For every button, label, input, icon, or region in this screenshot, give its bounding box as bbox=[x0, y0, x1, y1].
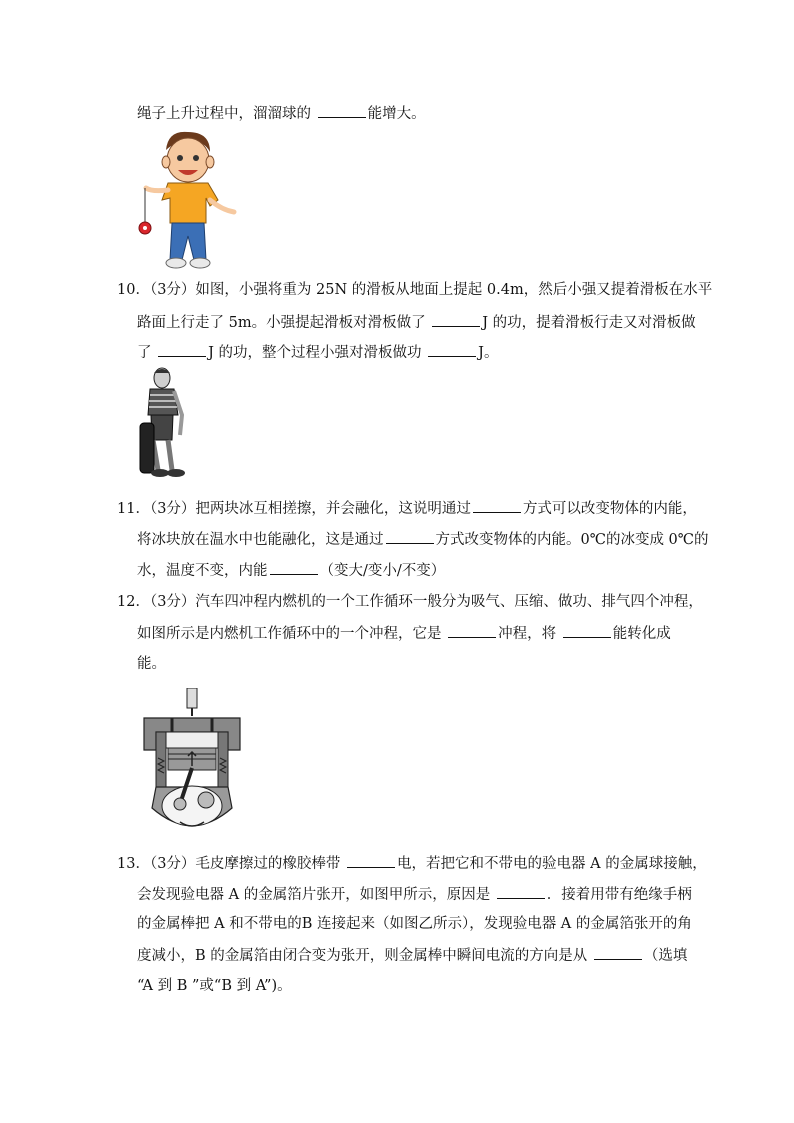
answer-blank[interactable] bbox=[432, 312, 480, 327]
answer-blank[interactable] bbox=[448, 623, 496, 638]
q11-line-3: 水，温度不变，内能 （变大/变小/不变） bbox=[137, 560, 445, 581]
answer-blank[interactable] bbox=[428, 342, 476, 357]
q9-line-1: 绳子上升过程中，溜溜球的 能增大。 bbox=[137, 103, 426, 124]
answer-blank[interactable] bbox=[594, 945, 642, 960]
answer-blank[interactable] bbox=[158, 342, 206, 357]
answer-blank[interactable] bbox=[497, 884, 545, 899]
q13-line-1: 13．（3分）毛皮摩擦过的橡胶棒带 电，若把它和不带电的验电器 A 的金属球接触， bbox=[117, 853, 707, 874]
q13-line-2: 会发现验电器 A 的金属箔片张开，如图甲所示，原因是 ．接着用带有绝缘手柄 bbox=[137, 884, 692, 905]
q10-line-3: 了 J 的功，整个过程小强对滑板做功 J。 bbox=[137, 342, 498, 363]
q11-line-2: 将冰块放在温水中也能融化，这是通过 方式改变物体的内能。0℃的冰变成 0℃的 bbox=[137, 529, 709, 550]
answer-blank[interactable] bbox=[386, 529, 434, 544]
q10-line-2: 路面上行走了 5m。小强提起滑板对滑板做了 J 的功，提着滑板行走又对滑板做 bbox=[137, 312, 696, 333]
q13-line-3: 的金属棒把 A 和不带电的B 连接起来（如图乙所示），发现验电器 A 的金属箔张开的角 bbox=[137, 916, 692, 932]
q13-line-5: “A 到 B ”或“B 到 A”)。 bbox=[137, 978, 292, 994]
q12-line-1: 12．（3分）汽车四冲程内燃机的一个工作循环一般分为吸气、压缩、做功、排气四个冲程， bbox=[117, 594, 703, 610]
engine-stroke-diagram bbox=[142, 688, 242, 838]
answer-blank[interactable] bbox=[563, 623, 611, 638]
answer-blank[interactable] bbox=[270, 560, 318, 575]
answer-blank[interactable] bbox=[473, 498, 521, 513]
q11-line-1: 11．（3分）把两块冰互相搓擦，并会融化，这说明通过 方式可以改变物体的内能， bbox=[117, 498, 697, 519]
answer-blank[interactable] bbox=[347, 853, 395, 868]
answer-blank[interactable] bbox=[318, 103, 366, 118]
q10-line-1: 10．（3分）如图，小强将重为 25N 的滑板从地面上提起 0.4m，然后小强又提着滑板在水平 bbox=[117, 282, 713, 298]
q12-line-3: 能。 bbox=[137, 656, 166, 672]
skateboard-boy-illustration bbox=[138, 365, 190, 480]
q12-line-2: 如图所示是内燃机工作循环中的一个冲程，它是 冲程，将 能转化成 bbox=[137, 623, 671, 644]
q13-line-4: 度减小，B 的金属箔由闭合变为张开，则金属棒中瞬间电流的方向是从 （选填 bbox=[137, 945, 687, 966]
yoyo-boy-illustration bbox=[138, 128, 238, 270]
